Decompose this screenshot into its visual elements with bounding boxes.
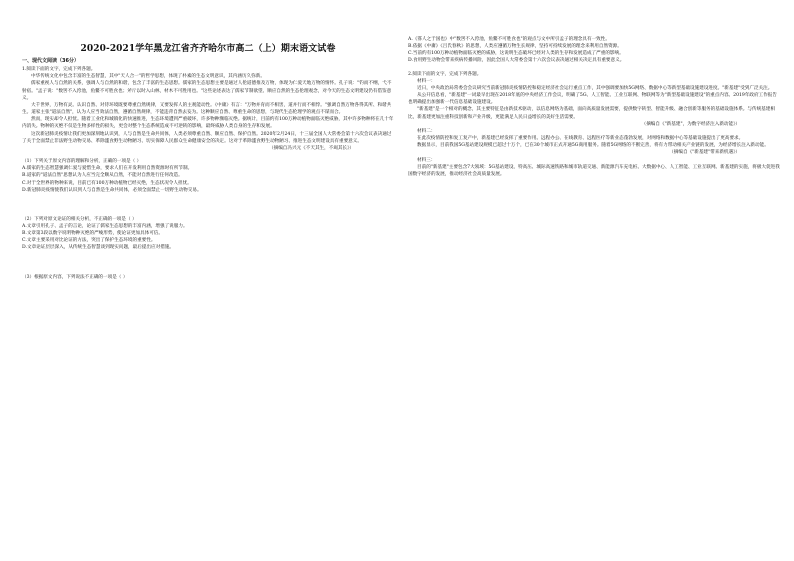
question-stem: （2）下列对原文论证的相关分析，不正确的一项是（ ） bbox=[22, 216, 137, 222]
source-note: （摘编自冯兴元《不天其生，不竭其长》） bbox=[269, 145, 354, 151]
paragraph: 数据显示，目前我国5G基站建设规模已超过十万个，已在30个城市正式开通5G商用服务。随着5G网络的不断完善，将有力带动相关产业链的发展，为经济增长注入新动能。 bbox=[417, 143, 769, 149]
paragraph: 这次新冠肺炎疫情让我们更加深刻地认识到，人与自然是生命共同体，人类必须尊重自然、顺应自然、保护自然。2020年2月24日，十三届全国人大常委会第十六次会议表决通过了关于全面禁止非法野生动物交易、革除滥食野生动物陋习、切实保障人民群众生命健康安全的决定。这对于革除滥食野生动物陋习、推进生态文明建设具有重要意义。 bbox=[22, 131, 392, 144]
option: D.文章论证层层深入，从传统生态智慧谈到现实问题，最后提出应对措施。 bbox=[22, 245, 174, 251]
question-intro: 2.阅读下面的文字，完成下列各题。 bbox=[408, 71, 482, 77]
option: C.文章主要采用对比论证的方法，突出了保护生态环境的重要性。 bbox=[22, 238, 156, 244]
paragraph: 中华传统文化中包含丰富的生态智慧，其中"天人合一"的哲学思想，体现了朴素的生态文明意识，其内涵历久弥新。 bbox=[31, 74, 265, 80]
right-column bbox=[408, 36, 780, 557]
option: C.对于全世界的物种来说，目前已有100万种动植物已经灭绝，生态状况令人担忧。 bbox=[22, 180, 192, 186]
paragraph: 近日，中央政治局常委会会议研究当前新冠肺炎疫情防控和稳定经济社会运行重点工作，其中强调要加快5G网络、数据中心等新型基础设施建设进度。"新基建"受到广泛关注。 bbox=[417, 85, 773, 91]
question-intro: 1.阅读下面的文字，完成下列各题。 bbox=[22, 67, 96, 73]
option: D.食用野生动物会带来疾病传播风险，因此全国人大常委会第十六次会议表决通过相关决定具有重要意义。 bbox=[408, 58, 625, 64]
question-stem: （1）下列关于原文内容的理解和分析，正确的一项是（ ） bbox=[22, 159, 142, 165]
material-label: 材料一： bbox=[417, 78, 436, 84]
paragraph: 从公开信息看，"新基建"一词最早出现在2018年底的中央经济工作会议，明确了5G、人工智能、工业互联网、物联网等为"新型基础设施建设"的重点内容。2019年政府工作报告也明确提出加强新一代信息基础设施建设。 bbox=[408, 93, 777, 106]
source-note: （摘编自《"新基建"带来新机遇》） bbox=[669, 150, 740, 156]
option: A.儒家的生态智慧强调仁爱与爱惜生命，要求人们在开发利用自然资源时有所节制。 bbox=[22, 166, 193, 172]
paragraph: 然而，现实却令人担忧。随着工业化和城镇化的快速推进，生态环境遭到严重破坏，许多物种濒临灭绝。据统计，目前约有100万种动植物面临灭绝威胁，其中许多物种将在几十年内消失。物种的灭绝不仅是生物多样性的损失，更会对整个生态系统造成不可逆转的影响，最终威胁人类自身的生存和发展。 bbox=[22, 117, 394, 130]
option: B.道家的"道法自然"思想认为人应当完全顺从自然，不能对自然进行任何改造。 bbox=[22, 173, 183, 179]
option: B.文章第3段以数字说明物种灭绝的严峻形势，使论证更加具体可信。 bbox=[22, 231, 163, 237]
option: A.文章引用孔子、孟子的言论，论证了儒家生态思想的丰富内涵，增强了说服力。 bbox=[22, 223, 188, 229]
exam-title: 2020-2021学年黑龙江省齐齐哈尔市高二（上）期末语文试卷 bbox=[80, 44, 336, 54]
option: B.依据《中庸》《吕氏春秋》的思想，人类应遵循万物生长规律，坚持可持续发展的理念来利用自然资源。 bbox=[408, 44, 622, 50]
option: D.新冠肺炎疫情使我们认识到人与自然是生命共同体，必须全面禁止一切野生动物交易。 bbox=[22, 187, 202, 193]
paragraph: "新基建"是一个相对的概念，其主要特征是由新技术驱动，以信息网络为基础，面向高质量发展需要，提供数字转型、智能升级、融合创新等服务的基础设施体系。与传统基建相比，新基建更加注重科技创新和产业升级，更能满足人民日益增长的美好生活需要。 bbox=[408, 107, 775, 120]
material-label: 材料二： bbox=[417, 128, 436, 134]
source-note: （摘编自《"新基建"，为数字经济注入新动能》） bbox=[641, 121, 740, 127]
material-label: 材料三： bbox=[417, 157, 436, 163]
section-heading: 一、现代文阅读（36分） bbox=[22, 58, 79, 64]
paragraph: 儒家重视人与自然的关系，强调人与自然的和谐，包含了丰富的生态思想。儒家的生态思想主要是通过人伦道德推及万物，体现为仁爱天地万物的情怀。孔子说："钓而不纲，弋不射宿。"孟子说："数罟不入洿池，鱼鳖不可胜食也；斧斤以时入山林，材木不可胜用也。"这些论述表达了儒家节制欲望、顺应自然的生态伦理观念，对今天的生态文明建设仍有借鉴意义。 bbox=[22, 81, 392, 101]
paragraph: 目前的"新基建"主要包含7大领域：5G基站建设、特高压、城际高速铁路和城市轨道交通、新能源汽车充电桩、大数据中心、人工智能、工业互联网。新基建的实施，将极大促进我国数字经济的发展，推动经济社会高质量发展。 bbox=[408, 164, 780, 177]
option: C.当前约有100万种动植物面临灭绝的威胁，这说明生态破坏已经对人类的生存和发展造成了严重的影响。 bbox=[408, 51, 624, 57]
option: A.《寡人之于国也》中"数罟不入洿池，鱼鳖不可胜食也"的观点与文中所引孟子的理念具有一致性。 bbox=[408, 37, 610, 42]
left-column bbox=[22, 56, 394, 557]
question-stem: （3）根据原文内容，下列说法不正确的一项是（ ） bbox=[22, 274, 128, 280]
paragraph: 大千世界，万物有灵。认识自然、对待环境既要尊重自然规律，又要发挥人的主观能动性。《中庸》有言："万物并育而不相害，道并行而不相悖。"强调自然万物各得其所、和谐共生。道家主张"道法自然"，认为人应当效法自然，遵循自然规律，不能违背自然去妄为。这种顺应自然、尊重生命的思想，与现代生态伦理学的观点不谋而合。 bbox=[22, 102, 392, 116]
paragraph: 在此次疫情防控和复工复产中，新基建已经发挥了重要作用。远程办公、在线教育、远程医疗等新业态蓬勃发展，对网络和数据中心等基础设施提出了更高要求。 bbox=[417, 136, 744, 142]
